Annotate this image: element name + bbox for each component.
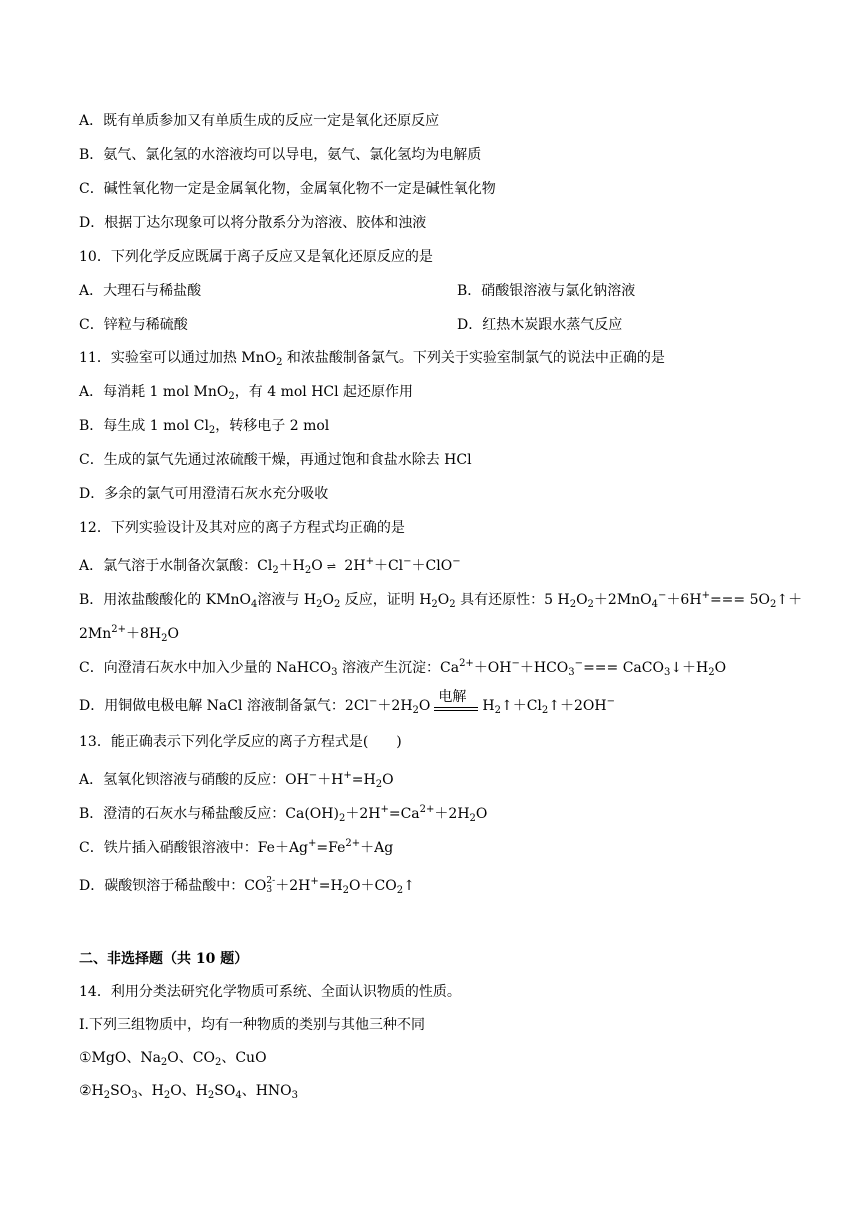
q10-option-d: D．红热木炭跟水蒸气反应 [457,317,623,333]
q12-option-d [79,689,615,720]
q14-g2-t5: SO [214,1083,236,1099]
q14-g1-s2: 2 [214,1057,222,1068]
q11-stem-text: 11．实验室可以通过加热 MnO [79,350,277,366]
q11-b-text: B．每生成 1 mol Cl [79,418,209,434]
q12-c-sup1: 2+ [459,658,474,669]
q14-stem: 14．利用分类法研究化学物质可系统、全面认识物质的性质。 [79,984,461,1000]
q12-a-t6: ＋ClO [411,558,453,574]
q12-d-t6: ↑＋2OH [548,698,607,714]
q14-g2-t6: 、HNO [241,1083,292,1099]
q13-d-sub: 3 [266,885,273,895]
q12-b-t11: ↑＋ [776,592,803,608]
q12-option-b [79,587,802,614]
q13-option-a [79,767,394,794]
q12-c-s3: 3 [663,667,671,678]
q12-b-t6: 具有还原性：5 H [455,592,570,608]
q12-c-s2: 3 [568,667,575,678]
q12-d-t2: ＋2H [377,698,413,714]
q14-group2 [79,1082,298,1105]
q13-c-sup2: 2+ [345,838,361,849]
q12-c-t3: ＋OH [473,660,512,676]
q13-b-t5: O [475,806,488,822]
q12-a-equilibrium-arrow: ⇌ [326,560,336,573]
q12-c-t7: O [714,660,727,676]
q12-c-t6: ↓＋H [670,660,709,676]
q10-options-row1 [79,282,636,300]
q13-c-t1: C．铁片插入硝酸银溶液中：Fe＋Ag [79,840,309,856]
section-heading: 二、非选择题（共 10 题） [79,951,249,967]
q12-b-sup2: + [701,590,710,601]
q11-option-a [79,383,413,406]
q13-a-t4: O [382,772,394,788]
q13-option-c [79,835,393,857]
q11-b-text-2: ，转移电子 2 mol [215,418,330,434]
q12-d-t1: D．用铜做电极电解 NaCl 溶液制备氯气：2Cl [79,698,370,714]
q12-b-s4: 2 [431,599,438,610]
q12-option-c [79,655,726,682]
q10-stem: 10．下列化学反应既属于离子反应又是氧化还原反应的是 [79,249,433,265]
q12-b-t10: === 5O [709,592,770,608]
q12-d-s2: 2 [494,705,501,716]
q12-b-s3: 2 [333,599,341,610]
q13-d-t5: ↑ [403,878,415,894]
q12-d-sup1: − [369,696,378,707]
q13-d-t1: D．碳酸钡溶于稀盐酸中：CO [79,878,267,894]
q14-g2-t3: 、H [137,1083,164,1099]
q12-a-t4: 2H [339,558,366,574]
q13-a-t3: =H [351,772,376,788]
q11-stem [79,349,665,372]
q14-g2-t2: SO [110,1083,132,1099]
q12-a-t3: O [311,558,323,574]
q13-stem: 13．能正确表示下列化学反应的离子方程式是( ) [79,734,402,750]
q12-bc-t2: ＋8H [126,626,162,642]
q13-b-t2: ＋2H [345,806,381,822]
q11-option-d: D．多余的氯气可用澄清石灰水充分吸收 [79,486,329,502]
q12-a-sub2: 2 [304,565,312,576]
q14-g2-s3: 2 [163,1090,171,1101]
q13-a-t2: ＋H [317,772,344,788]
q14-g1-t1: ①MgO、Na [79,1050,161,1066]
q12-b-t9: ＋6H [666,592,702,608]
q12-b-s6: 2 [569,599,577,610]
q11-b-sub: 2 [208,425,216,436]
q13-b-sup1: + [380,804,389,815]
electrolysis-arrow [434,689,478,715]
q13-d-sup: 2- [266,876,276,886]
q14-g2-t4: O、H [170,1083,208,1099]
q11-a-text-2: ，有 4 mol HCl 起还原作用 [234,384,414,400]
q12-a-sup1: + [365,556,374,567]
q12-d-t4: H [482,698,495,714]
q12-c-t1: C．向澄清石灰水中加入少量的 NaHCO [79,660,332,676]
q13-b-t4: ＋2H [434,806,470,822]
q12-b-s5: 2 [449,599,456,610]
q13-d-charge-stack [266,877,275,895]
q12-a-sup2: − [403,556,412,567]
q13-b-sup2: 2+ [419,804,435,815]
q12-d-t3: O [418,698,431,714]
q12-b-t1: B．用浓盐酸酸化的 KMnO [79,592,252,608]
q14-g2-s2: 3 [131,1090,138,1101]
q12-d-t5: ↑＋Cl [500,698,542,714]
q9-option-c: C．碱性氧化物一定是金属氧化物，金属氧化物不一定是碱性氧化物 [79,181,496,197]
q10-options-row2 [79,316,623,334]
q13-b-s1: 2 [338,813,346,824]
q12-c-s1: 3 [331,667,338,678]
q11-a-sub: 2 [228,391,235,402]
q12-b-t5: O [437,592,450,608]
q14-g2-t1: ②H [79,1083,104,1099]
q12-b-s9: 2 [769,599,777,610]
q13-a-t1: A．氢氧化钡溶液与硝酸的反应：OH [79,772,309,788]
q14-part1: I.下列三组物质中，均有一种物质的类别与其他三种不同 [79,1017,425,1033]
q13-c-t3: ＋Ag [360,840,394,856]
q13-a-sub: 2 [375,779,383,790]
q12-c-sup3: − [574,658,584,669]
q13-c-sup1: + [308,838,317,849]
q12-bc-sup: 2+ [111,624,127,635]
q12-option-b-cont [79,621,179,648]
q12-b-s1: 4 [251,599,258,610]
q12-a-t5: ＋Cl [373,558,404,574]
q13-d-sup2: + [310,876,319,887]
q13-d-t4: O＋CO [349,878,397,894]
q12-d-s1: 2 [412,705,419,716]
q11-option-b [79,417,329,440]
q12-b-t2: 溶液与 H [257,592,317,608]
q12-stem: 12．下列实验设计及其对应的离子方程式均正确的是 [79,520,405,536]
q12-b-t4: 反应，证明 H [340,592,432,608]
q14-g1-s1: 2 [160,1057,168,1068]
q14-g2-s4: 2 [207,1090,215,1101]
q13-d-t3: =H [318,878,343,894]
q13-option-d [79,873,415,900]
q10-option-c: C．锌粒与稀硫酸 [79,317,188,333]
q14-g2-s1: 2 [103,1090,111,1101]
q12-b-s2: 2 [316,599,323,610]
q12-b-sup1: − [658,590,667,601]
q12-b-t3: O [322,592,334,608]
q14-g1-t3: 、CuO [221,1050,267,1066]
q11-option-c: C．生成的氯气先通过浓硫酸干燥，再通过饱和食盐水除去 HCl [79,452,472,468]
q12-a-sup3: − [452,556,461,567]
q12-d-s3: 2 [541,705,549,716]
q13-a-sup1: − [308,770,318,781]
q14-g1-t2: O、CO [167,1050,215,1066]
q12-bc-sub: 2 [161,633,168,644]
electrolysis-label: 电解 [438,689,467,705]
q10-option-b: B．硝酸银溶液与氯化钠溶液 [457,283,636,299]
q13-option-b [79,801,487,828]
q12-d-sup2: − [606,696,615,707]
q12-c-t2: 溶液产生沉淀：Ca [337,660,460,676]
q13-d-t2: ＋2H [275,878,311,894]
q13-a-sup2: + [343,770,352,781]
q12-c-sup2: − [511,658,520,669]
q11-stem-sub: 2 [276,357,283,368]
q13-d-s1: 2 [342,885,350,896]
q12-c-t4: ＋HCO [519,660,569,676]
q11-stem-text-2: 和浓盐酸制备氯气。下列关于实验室制氯气的说法中正确的是 [282,350,665,366]
q12-b-t7: O [576,592,588,608]
q12-a-t2: ＋H [278,558,305,574]
q12-c-s4: 2 [708,667,715,678]
q14-g2-s5: 4 [235,1090,242,1101]
q12-b-t8: ＋2MnO [593,592,652,608]
q13-b-s2: 2 [469,813,476,824]
q14-g2-s6: 3 [291,1090,299,1101]
q12-a-sub1: 2 [272,565,279,576]
q12-a-t1: A．氯气溶于水制备次氯酸：Cl [79,558,273,574]
q11-a-text: A．每消耗 1 mol MnO [79,384,229,400]
q13-b-t3: =Ca [388,806,420,822]
q12-option-a [79,553,461,580]
q10-option-a: A．大理石与稀盐酸 [79,283,202,299]
q9-option-a: A．既有单质参加又有单质生成的反应一定是氧化还原反应 [79,113,440,129]
q12-b-s8: 4 [651,599,659,610]
q12-bc-t3: O [167,626,179,642]
q14-group1 [79,1049,267,1072]
q9-option-b: B．氨气、氯化氢的水溶液均可以导电，氨气、氯化氢均为电解质 [79,147,482,163]
q13-d-s2: 2 [396,885,404,896]
q13-b-t1: B．澄清的石灰水与稀盐酸反应：Ca(OH) [79,806,339,822]
q13-c-t2: =Fe [316,840,346,856]
q12-bc-t1: 2Mn [79,626,112,642]
q9-option-d: D．根据丁达尔现象可以将分散系分为溶液、胶体和浊液 [79,215,427,231]
q12-b-s7: 2 [587,599,594,610]
q12-c-t5: === CaCO [583,660,664,676]
